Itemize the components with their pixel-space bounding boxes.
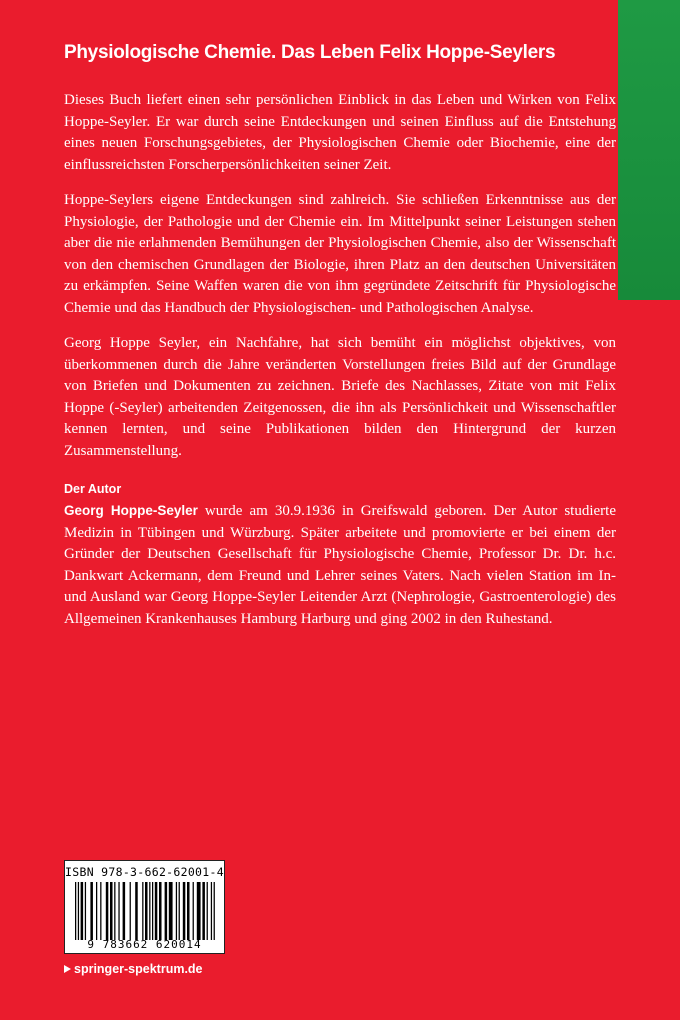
- barcode-bar: [77, 882, 78, 940]
- barcode-bar: [192, 882, 193, 940]
- barcode-bar: [110, 882, 113, 940]
- barcode-bar: [118, 882, 119, 940]
- book-title: Physiologische Chemie. Das Leben Felix Hoppe-Seylers: [64, 42, 556, 63]
- description-paragraph-3: Georg Hoppe Seyler, ein Nachfahre, hat sich bemüht ein möglichst objektives, von überkommenen durch die Jahre veränderten Vorstellungen freies Bild auf der Grundlage von Briefen und Dokumenten zu zeichnen. Briefe des Nachlasses, Zitate von mit Felix Hoppe (-Seyler) arbeitenden Zeitgenossen, die ihn als Persönlichkeit und Wissenschaftler kennen lernten, und seine Publikationen bilden den Hintergrund der kurzen Zusammenstellung.: [64, 335, 616, 459]
- barcode-bar: [145, 882, 148, 940]
- barcode-bar: [154, 882, 157, 940]
- barcode-bar: [213, 882, 214, 940]
- barcode-bar: [168, 882, 172, 940]
- barcode-bar: [114, 882, 115, 940]
- barcode-bar: [129, 882, 130, 940]
- barcode-bar: [175, 882, 176, 940]
- barcode-bar: [135, 882, 138, 940]
- about-author-heading: Der Autor: [64, 482, 122, 496]
- author-bio: [64, 500, 616, 630]
- barcode-bar: [202, 882, 205, 940]
- barcode-bar: [84, 882, 85, 940]
- website-url: springer-spektrum.de: [74, 962, 203, 976]
- barcode-bar: [149, 882, 150, 940]
- back-cover-text: [64, 40, 616, 644]
- barcode-bar: [182, 882, 185, 940]
- barcode-digits: 9 783662 620014: [87, 938, 202, 951]
- barcode-bar: [100, 882, 101, 940]
- barcode-bar: [178, 882, 179, 940]
- author-name: Georg Hoppe-Seyler: [64, 503, 198, 518]
- description-paragraph-2: Hoppe-Seylers eigene Entdeckungen sind zahlreich. Sie schließen Erkenntnisse aus der Physiologie, der Pathologie und der Chemie ein. Im Mittelpunkt seiner Leistungen stehen aber die nie erlahmenden Bemühungen der Physiologischen Chemie, also der Wissenschaft von den chemischen Grundlagen der Biologie, ihren Platz an den deutschen Universitäten zu erkämpfen. Seine Waffen waren die von ihm gegründete Zeitschrift für Physiologische Chemie und das Handbuch der Physiologischen- und Pathologischen Analyse.: [64, 192, 616, 316]
- barcode-bar: [159, 882, 162, 940]
- author-bio-text: wurde am 30.9.1936 in Greifswald geboren. Der Autor studierte Medizin in Tübingen und Würzburg. Später arbeitete und promovierte er bei einem der Gründer der Deutschen Gesellschaft für Physiologische Chemie, Professor Dr. Dr. h.c. Dankwart Ackermann, dem Freund und Lehrer seines Vaters. Nach vielen Station im In- und Ausland war Georg Hoppe-Seyler Leitender Arzt (Nephrologie, Gastroenterologie) des Allgemeinen Krankenhauses Hamburg Harburg und ging 2002 in den Ruhestand.: [64, 503, 616, 627]
- barcode-bar: [105, 882, 108, 940]
- green-accent-stripe: [618, 0, 680, 300]
- barcode-bar: [75, 882, 76, 940]
- barcode-bar: [164, 882, 167, 940]
- barcode-bar: [210, 882, 211, 940]
- barcode-bar: [187, 882, 190, 940]
- arrow-right-icon: [64, 965, 71, 973]
- barcode-bars: [75, 882, 215, 940]
- publisher-website[interactable]: [64, 962, 203, 976]
- isbn-barcode: [64, 860, 225, 954]
- barcode-bar: [206, 882, 207, 940]
- barcode-bar: [122, 882, 125, 940]
- barcode-bar: [80, 882, 83, 940]
- barcode-bar: [96, 882, 97, 940]
- isbn-label: ISBN 978-3-662-62001-4: [65, 865, 224, 879]
- barcode-bar: [90, 882, 93, 940]
- barcode-bar: [152, 882, 153, 940]
- barcode-bar: [142, 882, 143, 940]
- barcode-bar: [196, 882, 200, 940]
- description-paragraph-1: Dieses Buch liefert einen sehr persönlichen Einblick in das Leben und Wirken von Felix Hoppe-Seyler. Er war durch seine Entdeckungen und seinen Einfluss auf die Entstehung eines neuen Forschungsgebietes, der Physiologischen Chemie oder Biochemie, eine der einflussreichsten Forscherpersönlichkeiten seiner Zeit.: [64, 92, 616, 173]
